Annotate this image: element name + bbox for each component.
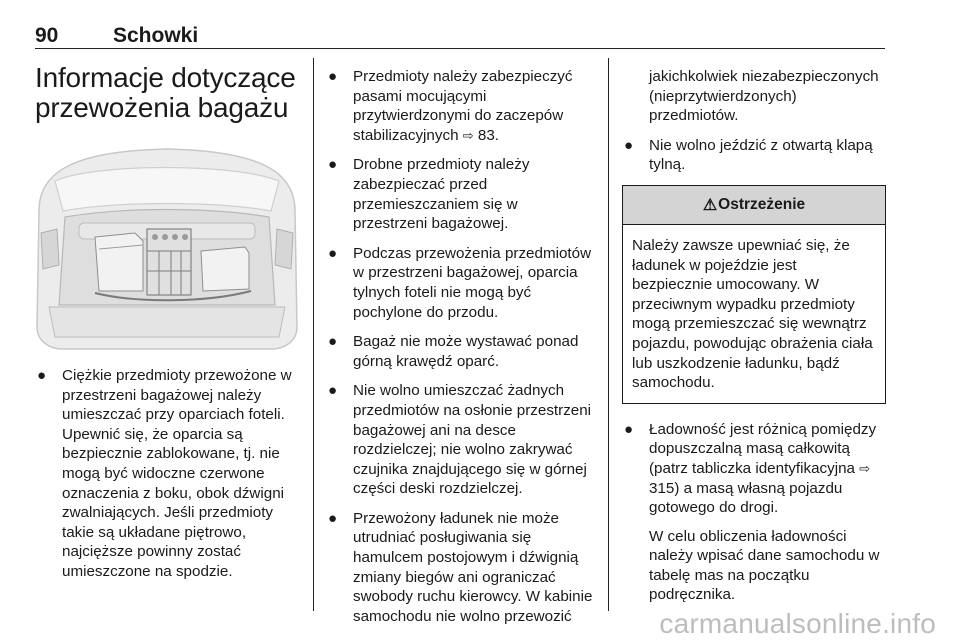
warning-title: Ostrzeżenie <box>718 195 806 213</box>
column-divider <box>313 58 314 611</box>
bullet-dot: ● <box>624 136 634 154</box>
warning-icon: ⚠ <box>702 196 718 214</box>
list-item <box>35 366 300 582</box>
tail-light-right <box>275 229 293 269</box>
bullet-text: Przewożony ładunek nie może utrudniać posługiwania się hamulcem postojowym i dźwignią zmiany biegów ani ograniczać swobody ruchu kierowcy. W kabinie samochodu nie wolno przewozić <box>353 509 593 625</box>
warning-body: Należy zawsze upewniać się, że ładunek w pojeździe jest bezpiecznie umocowany. W przeciwnym wypadku przedmioty mogą przemieszczać się wewnątrz pojazdu, powodując obrażenia ciała lub uszkodzenie ładunku, bądź samochodu. <box>632 236 873 392</box>
bullet-list-col2 <box>326 67 594 626</box>
bottle-cap <box>182 234 188 240</box>
bullet-text: Ładowność jest różnicą pomiędzy dopuszczalną masą całkowitą (patrz tabliczka identyfikacyjna <box>649 420 877 477</box>
page-ref-arrow-icon: ⇨ <box>859 460 871 476</box>
column-divider <box>608 58 609 611</box>
page-ref[interactable]: 83. <box>477 126 500 144</box>
page-ref-arrow-icon: ⇨ <box>462 127 474 143</box>
bullet-dot: ● <box>37 367 47 384</box>
column-1 <box>35 58 300 123</box>
bottle-cap <box>172 234 178 240</box>
bullet-dot: ● <box>328 156 338 174</box>
bullet-list-col3-b <box>622 420 886 605</box>
bullet-text: Nie wolno umieszczać żadnych przedmiotów na osłonie przestrzeni bagażowej ani na desce rozdzielczej; nie wolno zakrywać czujnika znajdującego się w górnej części deski rozdzielczej. <box>353 382 592 498</box>
column-3 <box>622 67 886 615</box>
page-number: 90 <box>35 24 59 47</box>
bullet-text: Nie wolno jeździć z otwartą klapą tylną. <box>649 136 873 174</box>
section-title: Schowki <box>113 24 199 47</box>
page-header <box>35 10 885 50</box>
watermark: carmanualsonline.info <box>659 608 936 639</box>
page-title <box>35 63 300 123</box>
cargo-box-right <box>201 247 249 291</box>
list-item <box>622 420 886 605</box>
bullet-list-col1 <box>35 366 300 582</box>
bullet-dot: ● <box>328 244 338 262</box>
bottle-cap <box>162 234 168 240</box>
rear-bumper <box>49 307 285 337</box>
list-item <box>326 509 594 627</box>
page-title-line-2: przewożenia bagażu <box>35 92 289 123</box>
column-2 <box>326 67 594 636</box>
bullet-text: Przedmioty należy zabezpieczyć pasami mocującymi przytwierdzonymi do zaczepów stabilizacyjnych <box>353 68 573 144</box>
list-item <box>622 136 886 175</box>
page-title-line-1: Informacje dotyczące <box>35 62 296 93</box>
trunk-illustration-svg <box>35 141 299 353</box>
bullet-dot: ● <box>328 333 338 351</box>
bullet-dot: ● <box>624 420 634 438</box>
trunk-illustration <box>35 141 299 353</box>
bullet-text: Drobne przedmioty należy zabezpieczać przed przemieszczaniem się w przestrzeni bagażowej. <box>353 156 530 233</box>
page-ref[interactable]: 315) a masą własną pojazdu gotowego do drogi. <box>649 479 843 517</box>
bullet-text: Podczas przewożenia przedmiotów w przestrzeni bagażowej, oparcia tylnych foteli nie mogą być pochylone do przodu. <box>353 244 592 321</box>
warning-header <box>623 186 885 225</box>
continuation-text: jakichkolwiek niezabezpieczonych (nieprzytwierdzonych) przedmiotów. <box>649 68 879 125</box>
bullet-list-col3 <box>622 136 886 175</box>
list-item <box>326 381 594 499</box>
sub-paragraph: W celu obliczenia ładowności należy wpisać dane samochodu w tabelę mas na początku podręcznika. <box>649 527 880 604</box>
header-rule <box>35 48 885 49</box>
list-item <box>326 332 594 371</box>
bullet-dot: ● <box>328 382 338 400</box>
tail-light-left <box>41 229 59 269</box>
list-item <box>326 67 594 145</box>
bullet-dot: ● <box>328 68 338 85</box>
cargo-box-left <box>95 233 143 291</box>
column-1-text <box>35 366 300 592</box>
bullet-dot: ● <box>328 509 338 527</box>
list-item <box>326 244 594 322</box>
list-item <box>326 155 594 233</box>
bullet-text: Bagaż nie może wystawać ponad górną krawędź oparć. <box>353 333 579 370</box>
warning-box <box>622 185 886 404</box>
bullet-text: Ciężkie przedmioty przewożone w przestrzeni bagażowej należy umieszczać przy oparciach foteli. Upewnić się, że oparcia są bezpiecznie zablokowane, tj. nie mogą być widoczne czerwone oznaczenia z boku, obok dźwigni zwalniających. Jeśli przedmioty takie są układane piętrowo, najcięższe powinny zostać umieszczone na spodzie. <box>62 367 292 580</box>
bottle-cap <box>152 234 158 240</box>
